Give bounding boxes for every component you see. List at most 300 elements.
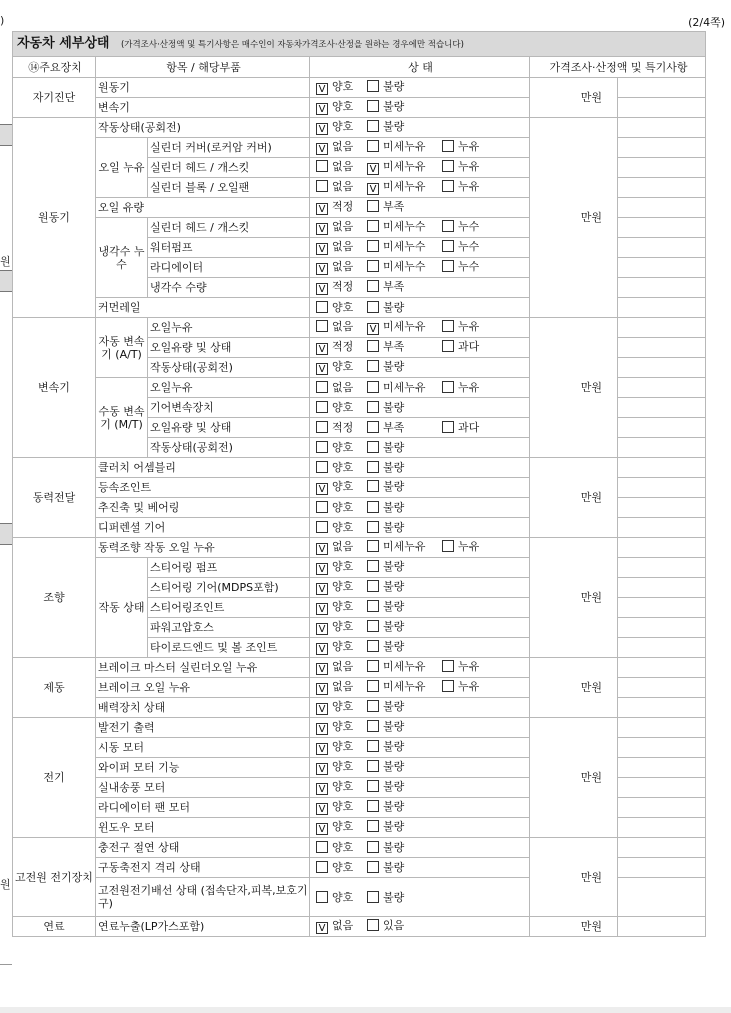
special-note-cell[interactable] xyxy=(618,858,706,878)
left-margin-fragment: 원 xyxy=(0,255,11,268)
checkbox-checked[interactable]: V xyxy=(316,83,328,95)
status-option-label: 불량 xyxy=(383,780,405,793)
item-label: 고전원전기배선 상태 (접속단자,피복,보호기구) xyxy=(96,878,310,917)
status-option[interactable] xyxy=(442,260,482,273)
checkbox-unchecked[interactable] xyxy=(442,140,454,152)
status-option[interactable] xyxy=(316,540,364,555)
special-note-cell[interactable] xyxy=(618,678,706,698)
checkbox-checked[interactable]: V xyxy=(316,922,328,934)
checkbox-checked[interactable]: V xyxy=(316,123,328,135)
status-option[interactable] xyxy=(316,891,364,904)
status-option[interactable] xyxy=(442,240,482,253)
status-cell xyxy=(310,198,530,218)
device-category: 조향 xyxy=(13,538,96,658)
checkbox-unchecked[interactable] xyxy=(367,280,379,292)
status-option-label: 양호 xyxy=(332,120,354,133)
checkbox-unchecked[interactable] xyxy=(442,220,454,232)
status-cell xyxy=(310,278,530,298)
status-option[interactable] xyxy=(367,220,439,233)
status-option[interactable] xyxy=(367,120,407,133)
checkbox-checked[interactable]: V xyxy=(367,323,379,335)
status-option-label: 없음 xyxy=(332,540,354,553)
status-option-label: 부족 xyxy=(383,340,405,353)
checkbox-unchecked[interactable] xyxy=(316,441,328,453)
price-unit: 만원 xyxy=(530,658,618,718)
status-option-label: 양호 xyxy=(332,441,354,454)
checkbox-checked[interactable]: V xyxy=(316,283,328,295)
status-option[interactable] xyxy=(367,401,407,414)
checkbox-checked[interactable]: V xyxy=(316,583,328,595)
status-option[interactable] xyxy=(316,740,364,755)
status-option[interactable] xyxy=(367,280,407,293)
status-option[interactable] xyxy=(442,180,482,193)
status-option-label: 불량 xyxy=(383,820,405,833)
status-option[interactable] xyxy=(442,680,482,693)
status-option[interactable] xyxy=(316,140,364,155)
status-option-label: 누수 xyxy=(458,240,480,253)
special-note-cell[interactable] xyxy=(618,838,706,858)
status-option[interactable] xyxy=(367,180,439,195)
checkbox-unchecked[interactable] xyxy=(442,320,454,332)
status-option[interactable] xyxy=(316,620,364,635)
checkbox-checked[interactable]: V xyxy=(316,243,328,255)
checkbox-unchecked[interactable] xyxy=(367,220,379,232)
special-note-cell[interactable] xyxy=(618,917,706,937)
status-option[interactable] xyxy=(316,640,364,655)
checkbox-unchecked[interactable] xyxy=(367,480,379,492)
checkbox-unchecked[interactable] xyxy=(316,501,328,513)
status-cell xyxy=(310,118,530,138)
status-option[interactable] xyxy=(316,220,364,235)
status-option-label: 불량 xyxy=(383,360,405,373)
status-option[interactable] xyxy=(316,381,364,394)
status-option-label: 없음 xyxy=(332,140,354,153)
special-note-cell[interactable] xyxy=(618,698,706,718)
status-option[interactable] xyxy=(442,140,482,153)
status-option[interactable] xyxy=(316,560,364,575)
status-option[interactable] xyxy=(367,600,407,613)
checkbox-unchecked[interactable] xyxy=(367,441,379,453)
special-note-cell[interactable] xyxy=(618,78,706,98)
special-note-cell[interactable] xyxy=(618,278,706,298)
status-option[interactable] xyxy=(367,740,407,753)
checkbox-unchecked[interactable] xyxy=(316,891,328,903)
special-note-cell[interactable] xyxy=(618,338,706,358)
status-option-label: 미세누유 xyxy=(383,140,426,153)
status-option[interactable] xyxy=(367,360,407,373)
status-option[interactable] xyxy=(367,620,407,633)
checkbox-checked[interactable]: V xyxy=(316,823,328,835)
checkbox-checked[interactable]: V xyxy=(316,623,328,635)
special-note-cell[interactable] xyxy=(618,518,706,538)
status-option[interactable] xyxy=(367,301,407,314)
status-option[interactable] xyxy=(442,540,482,553)
checkbox-unchecked[interactable] xyxy=(367,841,379,853)
checkbox-unchecked[interactable] xyxy=(367,200,379,212)
status-option[interactable] xyxy=(316,820,364,835)
section-title: 자동차 세부상태 xyxy=(17,35,110,51)
status-option[interactable] xyxy=(442,381,482,394)
status-option[interactable] xyxy=(316,760,364,775)
status-cell xyxy=(310,917,530,937)
checkbox-unchecked[interactable] xyxy=(367,80,379,92)
special-note-cell[interactable] xyxy=(618,458,706,478)
checkbox-unchecked[interactable] xyxy=(367,620,379,632)
checkbox-unchecked[interactable] xyxy=(316,320,328,332)
status-option[interactable] xyxy=(367,240,439,253)
status-cell xyxy=(310,338,530,358)
special-note-cell[interactable] xyxy=(618,238,706,258)
item-label: 배력장치 상태 xyxy=(96,698,310,718)
status-option[interactable] xyxy=(367,421,439,434)
checkbox-unchecked[interactable] xyxy=(367,800,379,812)
checkbox-checked[interactable]: V xyxy=(316,703,328,715)
status-option[interactable] xyxy=(316,841,364,854)
status-option[interactable] xyxy=(316,180,364,193)
special-note-cell[interactable] xyxy=(618,578,706,598)
status-option[interactable] xyxy=(316,480,364,495)
status-option-label: 불량 xyxy=(383,620,405,633)
checkbox-unchecked[interactable] xyxy=(316,401,328,413)
status-option[interactable] xyxy=(367,800,407,813)
checkbox-checked[interactable]: V xyxy=(316,483,328,495)
checkbox-unchecked[interactable] xyxy=(316,521,328,533)
status-cell xyxy=(310,698,530,718)
status-option[interactable] xyxy=(367,480,407,493)
status-option[interactable] xyxy=(316,240,364,255)
status-option-label: 불량 xyxy=(383,861,405,874)
special-note-cell[interactable] xyxy=(618,158,706,178)
checkbox-unchecked[interactable] xyxy=(367,600,379,612)
special-note-cell[interactable] xyxy=(618,398,706,418)
special-note-cell[interactable] xyxy=(618,658,706,678)
status-option[interactable] xyxy=(316,600,364,615)
status-option[interactable] xyxy=(367,441,407,454)
checkbox-unchecked[interactable] xyxy=(367,360,379,372)
item-label: 오일유량 및 상태 xyxy=(148,418,310,438)
checkbox-unchecked[interactable] xyxy=(367,401,379,413)
checkbox-unchecked[interactable] xyxy=(367,540,379,552)
status-option-label: 양호 xyxy=(332,461,354,474)
status-option[interactable] xyxy=(367,780,407,793)
status-option[interactable] xyxy=(316,680,364,695)
status-cell xyxy=(310,238,530,258)
status-option[interactable] xyxy=(442,421,482,434)
status-option[interactable] xyxy=(367,720,407,733)
checkbox-unchecked[interactable] xyxy=(316,160,328,172)
status-option[interactable] xyxy=(367,381,439,394)
special-note-cell[interactable] xyxy=(618,418,706,438)
status-option-label: 부족 xyxy=(383,280,405,293)
status-option[interactable] xyxy=(316,580,364,595)
checkbox-unchecked[interactable] xyxy=(367,740,379,752)
checkbox-unchecked[interactable] xyxy=(442,180,454,192)
table-row xyxy=(13,838,706,858)
status-option[interactable] xyxy=(367,700,407,713)
checkbox-checked[interactable]: V xyxy=(316,363,328,375)
status-option[interactable] xyxy=(316,280,364,295)
status-option[interactable] xyxy=(367,640,407,653)
checkbox-unchecked[interactable] xyxy=(316,180,328,192)
checkbox-unchecked[interactable] xyxy=(367,340,379,352)
status-cell xyxy=(310,438,530,458)
special-note-cell[interactable] xyxy=(618,558,706,578)
status-cell xyxy=(310,298,530,318)
status-option[interactable] xyxy=(442,220,482,233)
special-note-cell[interactable] xyxy=(618,298,706,318)
status-option-label: 미세누유 xyxy=(383,160,426,173)
table-row xyxy=(13,718,706,738)
status-option[interactable] xyxy=(316,340,364,355)
status-option-label: 불량 xyxy=(383,501,405,514)
device-category: 자기진단 xyxy=(13,78,96,118)
special-note-cell[interactable] xyxy=(618,598,706,618)
checkbox-unchecked[interactable] xyxy=(442,421,454,433)
status-cell xyxy=(310,458,530,478)
special-note-cell[interactable] xyxy=(618,438,706,458)
special-note-cell[interactable] xyxy=(618,798,706,818)
checkbox-unchecked[interactable] xyxy=(316,461,328,473)
status-option[interactable] xyxy=(316,120,364,135)
special-note-cell[interactable] xyxy=(618,118,706,138)
status-option-label: 누유 xyxy=(458,540,480,553)
special-note-cell[interactable] xyxy=(618,498,706,518)
checkbox-checked[interactable]: V xyxy=(316,803,328,815)
status-option[interactable] xyxy=(367,560,407,573)
checkbox-unchecked[interactable] xyxy=(367,120,379,132)
status-option[interactable] xyxy=(316,320,364,333)
subgroup-label: 냉각수 누수 xyxy=(96,218,148,298)
checkbox-unchecked[interactable] xyxy=(367,421,379,433)
checkbox-unchecked[interactable] xyxy=(367,780,379,792)
checkbox-unchecked[interactable] xyxy=(367,861,379,873)
special-note-cell[interactable] xyxy=(618,478,706,498)
status-cell xyxy=(310,678,530,698)
checkbox-unchecked[interactable] xyxy=(367,760,379,772)
checkbox-unchecked[interactable] xyxy=(367,560,379,572)
status-option[interactable] xyxy=(367,501,407,514)
checkbox-unchecked[interactable] xyxy=(367,301,379,313)
status-option[interactable] xyxy=(367,80,407,93)
checkbox-unchecked[interactable] xyxy=(442,240,454,252)
checkbox-unchecked[interactable] xyxy=(367,240,379,252)
special-note-cell[interactable] xyxy=(618,718,706,738)
status-option[interactable] xyxy=(316,360,364,375)
status-option[interactable] xyxy=(316,660,364,675)
status-option-label: 적정 xyxy=(332,421,354,434)
status-option[interactable] xyxy=(367,340,439,353)
status-option-label: 없음 xyxy=(332,919,354,932)
status-option[interactable] xyxy=(316,441,364,454)
special-note-cell[interactable] xyxy=(618,358,706,378)
special-note-cell[interactable] xyxy=(618,878,706,917)
status-option[interactable] xyxy=(367,320,439,335)
checkbox-unchecked[interactable] xyxy=(367,891,379,903)
checkbox-checked[interactable]: V xyxy=(367,183,379,195)
status-option[interactable] xyxy=(316,301,364,314)
status-option[interactable] xyxy=(367,919,407,932)
status-option[interactable] xyxy=(316,861,364,874)
status-option[interactable] xyxy=(316,100,364,115)
status-cell xyxy=(310,258,530,278)
checkbox-unchecked[interactable] xyxy=(367,700,379,712)
status-option-label: 양호 xyxy=(332,700,354,713)
status-option[interactable] xyxy=(316,421,364,434)
status-option[interactable] xyxy=(316,160,364,173)
status-option[interactable] xyxy=(367,521,407,534)
status-option-label: 적정 xyxy=(332,340,354,353)
checkbox-unchecked[interactable] xyxy=(367,461,379,473)
status-option[interactable] xyxy=(316,501,364,514)
status-option-label: 양호 xyxy=(332,800,354,813)
checkbox-unchecked[interactable] xyxy=(367,521,379,533)
status-option-label: 미세누유 xyxy=(383,540,426,553)
status-option[interactable] xyxy=(442,320,482,333)
special-note-cell[interactable] xyxy=(618,258,706,278)
checkbox-unchecked[interactable] xyxy=(442,340,454,352)
checkbox-unchecked[interactable] xyxy=(442,680,454,692)
status-option-label: 적정 xyxy=(332,200,354,213)
status-option[interactable] xyxy=(316,260,364,275)
special-note-cell[interactable] xyxy=(618,178,706,198)
status-option[interactable] xyxy=(367,841,407,854)
status-option[interactable] xyxy=(367,140,439,153)
status-option[interactable] xyxy=(316,461,364,474)
special-note-cell[interactable] xyxy=(618,758,706,778)
status-option[interactable] xyxy=(367,100,407,113)
checkbox-unchecked[interactable] xyxy=(442,160,454,172)
checkbox-checked[interactable]: V xyxy=(316,223,328,235)
checkbox-unchecked[interactable] xyxy=(316,841,328,853)
checkbox-unchecked[interactable] xyxy=(367,720,379,732)
subgroup-label: 자동 변속기 (A/T) xyxy=(96,318,148,378)
status-option[interactable] xyxy=(316,919,364,934)
checkbox-unchecked[interactable] xyxy=(367,640,379,652)
checkbox-unchecked[interactable] xyxy=(442,381,454,393)
checkbox-unchecked[interactable] xyxy=(367,260,379,272)
status-option[interactable] xyxy=(367,200,407,213)
item-label: 충전구 절연 상태 xyxy=(96,838,310,858)
special-note-cell[interactable] xyxy=(618,318,706,338)
status-option[interactable] xyxy=(367,580,407,593)
checkbox-checked[interactable]: V xyxy=(316,343,328,355)
special-note-cell[interactable] xyxy=(618,638,706,658)
status-option[interactable] xyxy=(367,160,439,175)
checkbox-checked[interactable]: V xyxy=(316,563,328,575)
special-note-cell[interactable] xyxy=(618,778,706,798)
status-option[interactable] xyxy=(367,861,407,874)
status-cell xyxy=(310,758,530,778)
special-note-cell[interactable] xyxy=(618,138,706,158)
checkbox-checked[interactable]: V xyxy=(367,163,379,175)
status-option[interactable] xyxy=(316,780,364,795)
status-option-label: 양호 xyxy=(332,560,354,573)
checkbox-unchecked[interactable] xyxy=(367,100,379,112)
status-cell xyxy=(310,318,530,338)
status-option-label: 양호 xyxy=(332,521,354,534)
status-option[interactable] xyxy=(367,891,407,904)
checkbox-unchecked[interactable] xyxy=(316,861,328,873)
checkbox-checked[interactable]: V xyxy=(316,603,328,615)
status-option-label: 없음 xyxy=(332,260,354,273)
special-note-cell[interactable] xyxy=(618,818,706,838)
status-option-label: 양호 xyxy=(332,640,354,653)
checkbox-unchecked[interactable] xyxy=(367,580,379,592)
status-option[interactable] xyxy=(367,461,407,474)
status-option[interactable] xyxy=(316,80,364,95)
checkbox-checked[interactable]: V xyxy=(316,543,328,555)
checkbox-unchecked[interactable] xyxy=(442,260,454,272)
special-note-cell[interactable] xyxy=(618,538,706,558)
item-label: 발전기 출력 xyxy=(96,718,310,738)
status-option[interactable] xyxy=(367,760,407,773)
status-option[interactable] xyxy=(442,340,482,353)
checkbox-checked[interactable]: V xyxy=(316,103,328,115)
subgroup-label: 작동 상태 xyxy=(96,558,148,658)
checkbox-checked[interactable]: V xyxy=(316,143,328,155)
status-cell xyxy=(310,478,530,498)
checkbox-unchecked[interactable] xyxy=(367,680,379,692)
status-option[interactable] xyxy=(367,660,439,673)
checkbox-unchecked[interactable] xyxy=(367,501,379,513)
status-option[interactable] xyxy=(367,820,407,833)
status-option[interactable] xyxy=(367,680,439,693)
status-option[interactable] xyxy=(367,260,439,273)
checkbox-checked[interactable]: V xyxy=(316,203,328,215)
special-note-cell[interactable] xyxy=(618,738,706,758)
status-option[interactable] xyxy=(316,200,364,215)
special-note-cell[interactable] xyxy=(618,198,706,218)
checkbox-checked[interactable]: V xyxy=(316,643,328,655)
status-option[interactable] xyxy=(316,800,364,815)
vehicle-detail-table xyxy=(12,31,706,937)
status-option[interactable] xyxy=(367,540,439,553)
checkbox-unchecked[interactable] xyxy=(316,381,328,393)
special-note-cell[interactable] xyxy=(618,618,706,638)
checkbox-unchecked[interactable] xyxy=(367,820,379,832)
special-note-cell[interactable] xyxy=(618,378,706,398)
checkbox-unchecked[interactable] xyxy=(442,540,454,552)
checkbox-unchecked[interactable] xyxy=(367,140,379,152)
checkbox-checked[interactable]: V xyxy=(316,683,328,695)
checkbox-checked[interactable]: V xyxy=(316,743,328,755)
status-option-label: 미세누유 xyxy=(383,381,426,394)
status-option[interactable] xyxy=(442,660,482,673)
status-option-label: 양호 xyxy=(332,301,354,314)
status-option[interactable] xyxy=(316,720,364,735)
checkbox-unchecked[interactable] xyxy=(442,660,454,672)
status-option-label: 없음 xyxy=(332,381,354,394)
checkbox-unchecked[interactable] xyxy=(367,381,379,393)
checkbox-unchecked[interactable] xyxy=(367,919,379,931)
special-note-cell[interactable] xyxy=(618,218,706,238)
checkbox-checked[interactable]: V xyxy=(316,783,328,795)
status-option[interactable] xyxy=(316,401,364,414)
checkbox-checked[interactable]: V xyxy=(316,263,328,275)
status-option[interactable] xyxy=(316,521,364,534)
checkbox-checked[interactable]: V xyxy=(316,723,328,735)
checkbox-checked[interactable]: V xyxy=(316,763,328,775)
status-option-label: 양호 xyxy=(332,841,354,854)
special-note-cell[interactable] xyxy=(618,98,706,118)
status-option-label: 양호 xyxy=(332,360,354,373)
checkbox-unchecked[interactable] xyxy=(316,301,328,313)
checkbox-unchecked[interactable] xyxy=(367,660,379,672)
checkbox-unchecked[interactable] xyxy=(316,421,328,433)
checkbox-checked[interactable]: V xyxy=(316,663,328,675)
status-option[interactable] xyxy=(442,160,482,173)
status-option[interactable] xyxy=(316,700,364,715)
